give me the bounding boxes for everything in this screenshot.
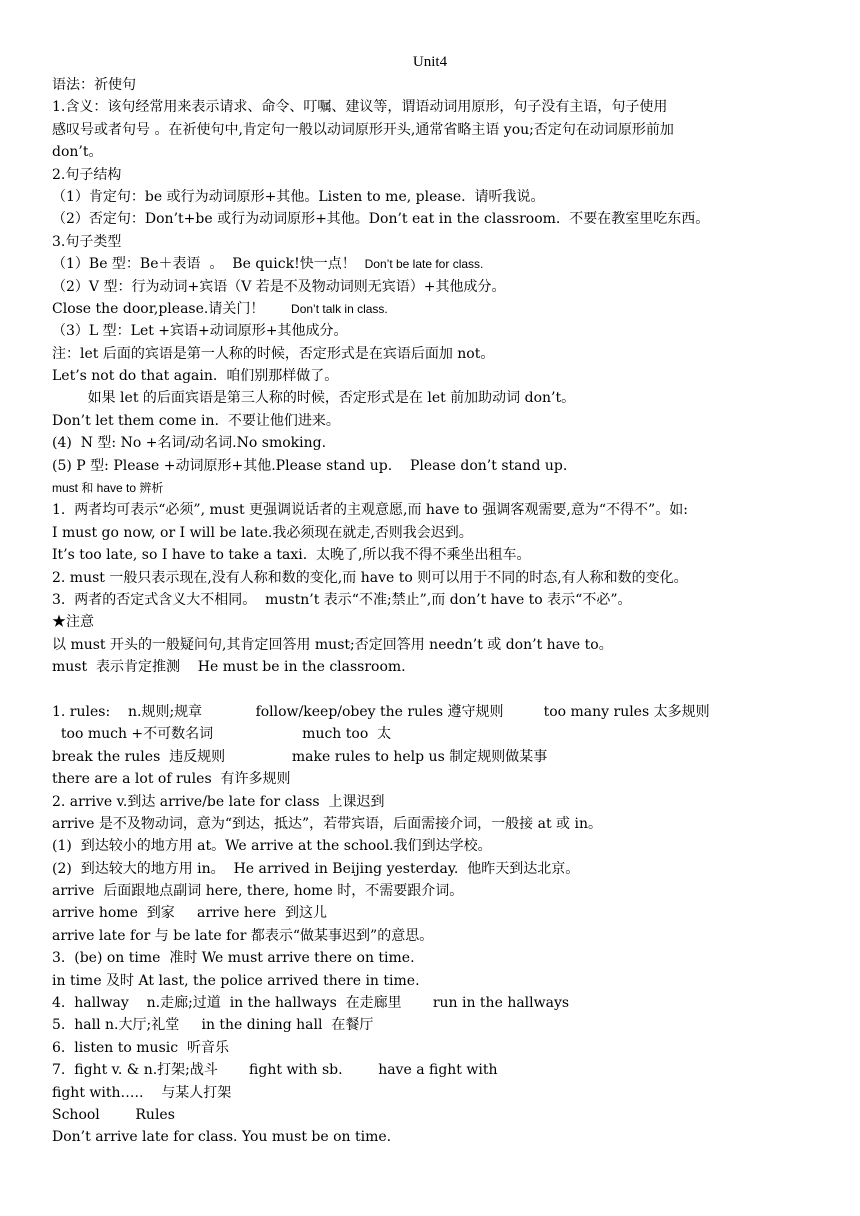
text-line: 1. 两者均可表示“必须”, must 更强调说话者的主观意愿,而 have to 强调客观需要,意为“不得不”。如:: [52, 502, 688, 519]
text-line: 5. hall n.大厅;礼堂 in the dining hall 在餐厅: [52, 1017, 374, 1034]
text-line: 7. fight v. & n.打架;战斗 fight with sb. have a fight with: [52, 1062, 498, 1079]
text-line: 语法：祈使句: [52, 77, 136, 93]
text-line: don’t。: [52, 144, 103, 161]
text-line: Don’t let them come in. 不要让他们进来。: [52, 412, 340, 429]
text-line: 2.句子结构: [52, 166, 122, 183]
text-line: 以 must 开头的一般疑问句,其肯定回答用 must;否定回答用 needn’t 或 don’t have to。: [52, 636, 613, 653]
text-line: （3）L 型：Let +宾语+动词原形+其他成分。: [52, 323, 348, 340]
text-line: 3. (be) on time 准时 We must arrive there on time.: [52, 950, 415, 967]
text-line: too much +不可数名词 much too 太: [52, 726, 392, 743]
text-line: (2) 到达较大的地方用 in。 He arrived in Beijing yesterday. 他昨天到达北京。: [52, 860, 580, 877]
text-line: I must go now, or I will be late.我必须现在就走,否则我会迟到。: [52, 524, 473, 541]
text-line: arrive 是不及物动词，意为“到达，抵达”，若带宾语，后面需接介词，一般接 at 或 in。: [52, 815, 602, 832]
text-line: 2. arrive v.到达 arrive/be late for class 上课迟到: [52, 793, 385, 810]
text-line: It’s too late, so I have to take a taxi. 太晚了,所以我不得不乘坐出租车。: [52, 547, 531, 564]
text-line: must 和 have to 辨析: [52, 481, 164, 496]
small-note: Don’t be late for class.: [364, 257, 484, 272]
text-line: (5) P 型: Please +动词原形+其他.Please stand up. Please don’t stand up.: [52, 457, 568, 474]
text-line: 6. listen to music 听音乐: [52, 1039, 229, 1056]
text-line: 注：let 后面的宾语是第一人称的时候，否定形式是在宾语后面加 not。: [52, 345, 495, 362]
text-line: School Rules: [52, 1106, 175, 1123]
text-line: 1.含义：该句经常用来表示请求、命令、叮嘱、建议等，谓语动词用原形，句子没有主语，句子使用: [52, 99, 668, 116]
text-line: Don’t arrive late for class. You must be on time.: [52, 1129, 392, 1146]
text-line: [52, 298, 832, 320]
text-line: 2. must 一般只表示现在,没有人称和数的变化,而 have to 则可以用于不同的时态,有人称和数的变化。: [52, 569, 688, 586]
text-line: 1. rules: n.规则;规章 follow/keep/obey the rules 遵守规则 too many rules 太多规则: [52, 703, 710, 720]
text-line: there are a lot of rules 有许多规则: [52, 771, 291, 788]
text-line: （2）V 型：行为动词+宾语（V 若是不及物动词则无宾语）+其他成分。: [52, 278, 506, 295]
text-line: arrive home 到家 arrive here 到这儿: [52, 905, 328, 922]
text-line: 感叹号或者句号 。在祈使句中,肯定句一般以动词原形开头,通常省略主语 you;否定句在动词原形前加: [52, 121, 674, 138]
text-line: (1) 到达较小的地方用 at。We arrive at the school.我们到达学校。: [52, 838, 492, 855]
text-line: arrive 后面跟地点副词 here, there, home 时，不需要跟介词。: [52, 883, 464, 900]
text-line: （1）肯定句：be 或行为动词原形+其他。Listen to me, please. 请听我说。: [52, 188, 545, 205]
text-line: 3. 两者的否定式含义大不相同。 mustn’t 表示“不准;禁止”,而 don’t have to 表示“不必”。: [52, 591, 632, 608]
text-line: (4) N 型: No +名词/动名词.No smoking.: [52, 435, 327, 452]
text-line: （2）否定句：Don’t+be 或行为动词原形+其他。Don’t eat in the classroom. 不要在教室里吃东西。: [52, 211, 710, 228]
text-line: in time 及时 At last, the police arrived there in time.: [52, 972, 420, 989]
text-line: 4. hallway n.走廊;过道 in the hallways 在走廊里 run in the hallways: [52, 995, 570, 1012]
text-line: 如果 let 的后面宾语是第三人称的时候，否定形式是在 let 前加助动词 don’t。: [52, 390, 576, 407]
text-line: break the rules 违反规则 make rules to help us 制定规则做某事: [52, 748, 548, 765]
text-line: arrive late for 与 be late for 都表示“做某事迟到”的意思。: [52, 927, 434, 944]
text-line: 3.句子类型: [52, 233, 122, 250]
document-body: [52, 74, 832, 1149]
text-line: Let’s not do that again. 咱们别那样做了。: [52, 368, 339, 385]
page-title: Unit4: [412, 54, 448, 70]
text-segment: （1）Be 型：Be＋表语 。 Be quick!快一点！: [52, 256, 356, 273]
text-segment: Close the door,please.请关门！: [52, 300, 265, 317]
text-line: must 表示肯定推测 He must be in the classroom.: [52, 659, 406, 676]
text-line: fight with….. 与某人打架: [52, 1084, 232, 1101]
text-line: [52, 253, 832, 275]
text-line: ★注意: [52, 614, 94, 631]
small-note: Don’t talk in class.: [291, 301, 388, 316]
blank-line: [52, 679, 832, 701]
